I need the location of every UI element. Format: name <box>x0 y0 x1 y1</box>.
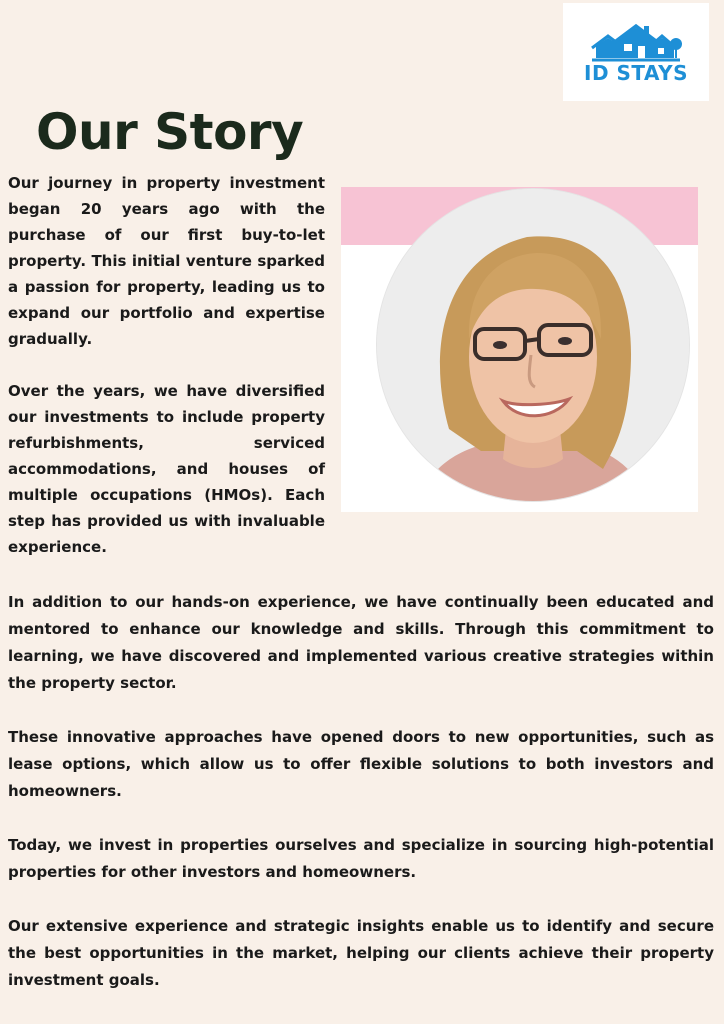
body-paragraph: These innovative approaches have opened doors to new opportunities, such as lease options, which allow us to offer flexible solutions to both investors and homeowners. <box>8 728 714 800</box>
body-paragraph: Our extensive experience and strategic insights enable us to identify and secure the best opportunities in the market, helping our clients achieve their property investment goals. <box>8 917 714 989</box>
brand-logo[interactable] <box>563 3 709 101</box>
portrait-frame <box>341 187 698 512</box>
intro-paragraph: Over the years, we have diversified our investments to include property refurbishments, serviced accommodations, and houses of multiple occupations (HMOs). Each step has provided us with invaluable experience. <box>8 382 325 556</box>
logo-text: ID STAYS <box>584 60 688 85</box>
page-title: Our Story <box>36 103 304 161</box>
body-paragraph: Today, we invest in properties ourselves and specialize in sourcing high-potential properties for other investors and homeowners. <box>8 836 714 881</box>
story-body <box>8 589 714 1021</box>
intro-text <box>8 170 325 586</box>
house-icon <box>588 22 684 62</box>
body-paragraph: In addition to our hands-on experience, we have continually been educated and mentored to enhance our knowledge and skills. Through this commitment to learning, we have discovered and implemented various creative strategies within the property sector. <box>8 593 714 692</box>
person-illustration <box>377 189 689 501</box>
portrait-photo <box>377 189 689 501</box>
intro-paragraph: Our journey in property investment began 20 years ago with the purchase of our first buy-to-let property. This initial venture sparked a passion for property, leading us to expand our portfolio and expertise gradually. <box>8 174 325 348</box>
